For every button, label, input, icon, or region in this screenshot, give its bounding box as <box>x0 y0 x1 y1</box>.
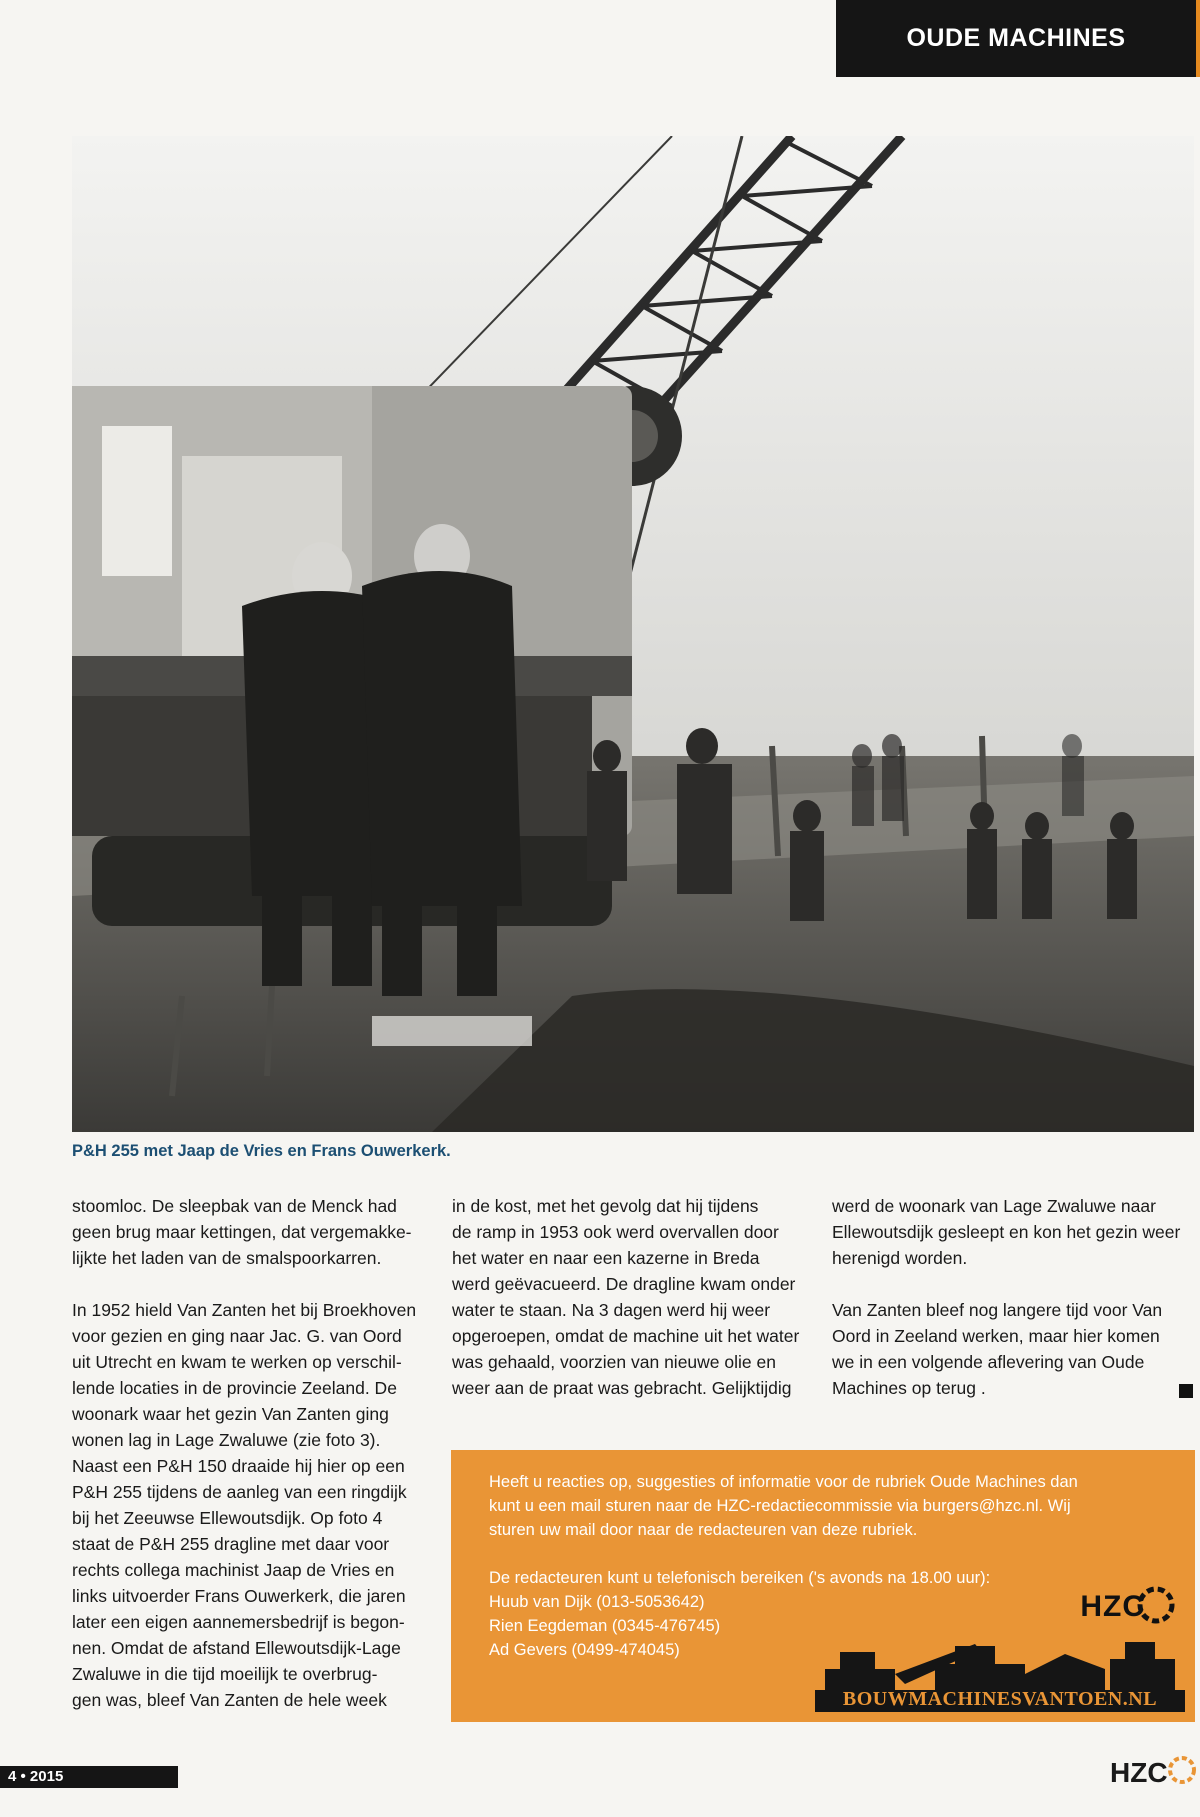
end-square-icon <box>1179 1384 1193 1398</box>
gear-icon <box>1164 1752 1200 1788</box>
article-column-2 <box>452 1193 817 1427</box>
paragraph: in de kost, met het gevolg dat hij tijdens de ramp in 1953 ook werd overvallen door het water en naar een kazerne in Breda werd geëvacueerd. De dragline kwam onder water te staan. Na 3 dagen werd hij weer opgeroepen, omdat de machine uit het water was gehaald, voorzien van nieuwe olie en weer aan de praat was gebracht. Gelijktijdig <box>452 1196 800 1398</box>
info-paragraph: Heeft u reacties op, suggesties of informatie voor de rubriek Oude Machines dan kunt u een mail sturen naar de HZC-redactiecommissie via burgers@hzc.nl. Wij sturen uw mail door naar de redacteuren van deze rubriek. <box>489 1473 1078 1539</box>
website-link[interactable]: BOUWMACHINESVANTOEN.NL <box>842 1688 1158 1710</box>
footer-hzc-logo: HZC <box>1110 1757 1168 1788</box>
paragraph: werd de woonark van Lage Zwaluwe naar Ellewoutsdijk gesleept en kon het gezin weer herenigd worden. <box>832 1196 1181 1268</box>
contact-info-box <box>451 1450 1195 1722</box>
article-column-1 <box>72 1193 432 1739</box>
paragraph: In 1952 hield Van Zanten het bij Broekhoven voor gezien en ging naar Jac. G. van Oord uit Utrecht en kwam te werken op verschil- lende locaties in de provincie Zeeland. De woonark waar het gezin Van Zanten ging wonen lag in Lage Zwaluwe (zie foto 3). Naast een P&H 150 draaide hij hier op een P&H 255 tijdens de aanleg van een ringdijk bij het Zeeuwse Ellewoutsdijk. Op foto 4 staat de P&H 255 dragline met daar voor rechts collega machinist Jaap de Vries en links uitvoerder Frans Ouwerkerk, die jaren later een eigen aannemersbedrijf is begon- nen. Omdat de afstand Ellewoutsdijk-Lage Zwaluwe in die tijd moeilijk te overbrug- gen was, bleef Van Zanten de hele week <box>72 1300 417 1710</box>
section-title: OUDE MACHINES <box>836 0 1196 77</box>
hzc-logo-text: HZC <box>1080 1590 1145 1623</box>
accent-strip <box>1196 0 1200 77</box>
dragline-photo <box>72 136 1194 1132</box>
paragraph: stoomloc. De sleepbak van de Menck had geen brug maar kettingen, dat vergemakke- lijkte het laden van de smalspoorkarren. <box>72 1196 412 1268</box>
editors-contacts: De redacteuren kunt u telefonisch bereiken ('s avonds na 18.00 uur): Huub van Dijk (013-5053642) Rien Eegdeman (0345-476745) Ad Gevers (0499-474045) <box>489 1569 991 1659</box>
dragline-photo-illustration <box>72 136 1194 1132</box>
paragraph: Van Zanten bleef nog langere tijd voor Van Oord in Zeeland werken, maar hier komen we in een volgende aflevering van Oude Machines op terug . <box>832 1300 1163 1398</box>
article-column-3 <box>832 1193 1197 1427</box>
photo-caption: P&H 255 met Jaap de Vries en Frans Ouwerkerk. <box>72 1142 451 1160</box>
hzc-logo-area <box>815 1552 1185 1712</box>
page-number: 4 • 2015 <box>0 1766 178 1788</box>
